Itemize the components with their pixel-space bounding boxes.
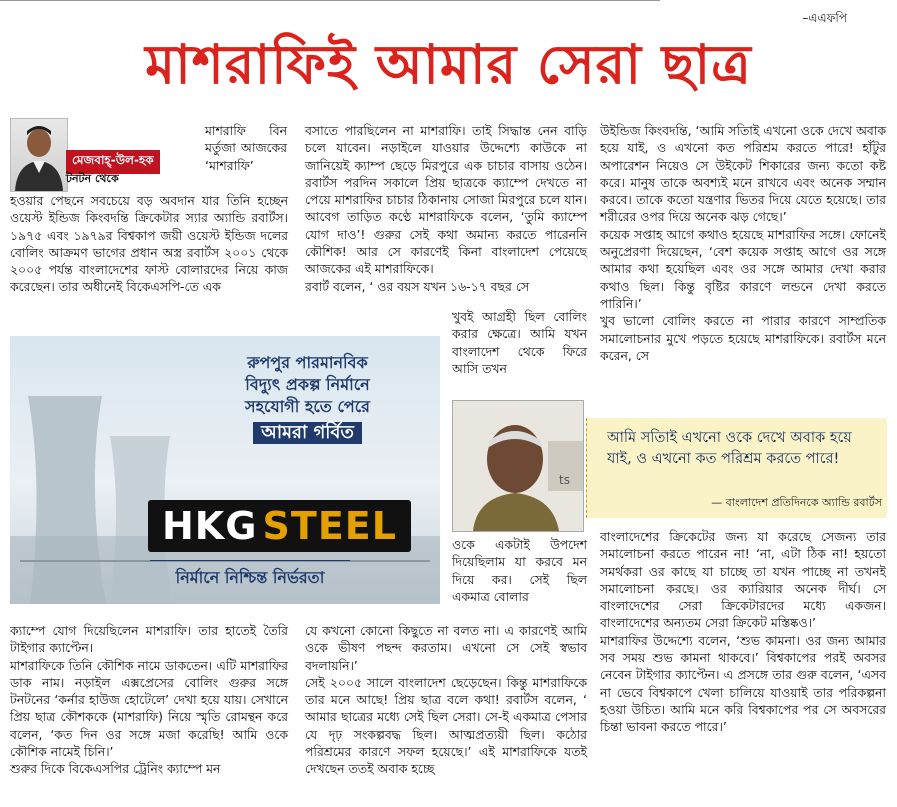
col1-bottom (10, 622, 288, 778)
logo-hkg: HKG (162, 504, 258, 548)
top-rule (0, 0, 660, 9)
pull-quote-text: আমি সতিাই এখনো ওকে দেখে অবাক হয়ে যাই, ও এখনো কত পরিশ্রম করতে পারে! (607, 430, 852, 467)
col2-lower-text: ওকে একটাই উপদেশ দিয়েছিলাম যা করবে মন দিয়ে কর। সেই ছিল একমাত্র বোলার (452, 537, 587, 604)
ad-line3: সহযোগী হতে পেরে (245, 397, 370, 416)
col1-top (10, 192, 288, 296)
ad-copy (200, 352, 415, 444)
col2-para: সেই ২০০৫ সালে বাংলাদেশ ছেড়েছেন। কিন্তু মাশরাফিকে তার মনে আছে! প্রিয় ছাত্র বলে কথা! রবার্টস বলেন, ‘ আমার ছাত্রের মধ্যে সেই ছিল সেরা। সে-ই একমাত্র পেসার যে দৃঢ় সংকল্পবদ্ধ ছিল। আত্মপ্রত্যয়ী ছিল। কঠোর পরিশ্রমের কারণে সফল হয়েছে।’ এই মাশরাফিকে যতই দেখছেন ততই অবাক হচ্ছে (305, 674, 587, 777)
author-name: মেজবাহ্-উল-হক (66, 150, 160, 174)
dateline: টনটন থেকে (66, 172, 119, 185)
roberts-photo (452, 400, 584, 532)
col2-top (305, 122, 587, 295)
col1-para: মাশরাফিকে তিনি কৌশিক নামে ডাকতেন। এটি মাশরাফির ডাক নাম। নড়াইল এক্সপ্রেসের বোলিং গুরুর সঙ্গে টনটনের ‘কর্নার হাউজ হোটেলে’ দেখা হয়ে যায়। সেখানে প্রিয় ছাত্র কৌশককে (মাশরাফি) নিয়ে স্মৃতি রোমন্থন করে বলেন, ‘কত দিন ওর সঙ্গে মজা করেছি! আমি ওকে কৌশিক নামেই চিনি।’ (10, 657, 288, 760)
col1-para: ক্যাম্পে যোগ দিয়েছিলেন মাশরাফি। তার হাতেই তৈরি টাইগার ক্যাপ্টেন। (10, 623, 288, 656)
col1-intro-text: মাশরাফি বিন মর্তুজা আজকের ‘মাশরাফি’ (205, 123, 287, 173)
hkg-steel-logo (148, 500, 411, 552)
col2-lower (452, 536, 587, 605)
col3-para: উইন্ডিজ কিংবদন্তি, ‘আমি সতিাই এখনো ওকে দেখে অবাক হয়ে যাই, ও এখনো কত পরিশ্রম করতে পারে! হাঁটুর অপারেশন নিয়েও সে উইকেট শিকারের জন্য কতো কষ্ট করে। মানুষ তাকে অবশ্যই মনে রাখবে এবং অনেক সম্মান করবে। তাকে কতো যন্ত্রণার ভিতর দিয়ে যেতে হয়েছে। তার শরীরের ওপর দিয়ে অনেক ঝড় গেছে।’ (600, 123, 886, 225)
col2-mid (452, 308, 587, 377)
col1-para: শুরুর দিকে বিকেএসপির ট্রেনিং ক্যাম্পে মন (10, 761, 221, 777)
author-photo (10, 118, 68, 192)
col3-para: কয়েক সপ্তাহ আগে কথাও হয়েছে মাশরাফির সঙ্গে। ফোনেই অনুপ্রেরণা দিয়েছেন, ‘বেশ কয়েক সপ্তাহ আগে ওর সঙ্গে আমার কথা হয়েছিল এবং ওর সঙ্গে আমার দেখা করার কথাও ছিল। কিন্তু বৃষ্টির কারণে লন্ডনে দেখা করতে পারিনি।’ (600, 226, 886, 311)
col3-bottom (600, 528, 886, 736)
col2-bottom (305, 622, 587, 778)
ad-highlight: আমরা গর্বিত (253, 422, 362, 444)
col3-para: মাশরাফির উদ্দেশ্যে বলেন, ‘শুভ কামনা। ওর জন্য আমার সব সময় শুভ কামনা থাকবে।’ বিশ্বকাপের পরই অবসর নেবেন টাইগার ক্যাপ্টেন। এ প্রসঙ্গে তার গুরু বলেন, ‘এসব না ভেবে বিশ্বকাপে খেলা চালিয়ে যাওয়াই তার পরিকল্পনা হওয়া উচিত। আমি মনে করি বিশ্বকাপের পর সে অবসরের চিন্তা ভাবনা করতে পারে।’ (600, 632, 886, 735)
col2-para: রবার্ট বলেন, ‘ ওর বয়স যখন ১৬-১৭ বছর সে (305, 278, 530, 294)
col1-top-text: হওয়ার পেছনে সবচেয়ে বড় অবদান যার তিনি হচ্ছেন ওয়েস্ট ইন্ডিজ কিংবদন্তি ক্রিকেটার স্যার অ্যান্ডি রবার্টস। ১৯৭৫ এবং ১৯৭৯র বিশ্বকাপ জয়ী ওয়েস্ট ইন্ডিজ দলের বোলিং আক্রমণ ভাগের প্রধান অস্ত্র রবার্টস ২০০১ থেকে ২০০৫ পর্যন্ত বাংলাদেশের ফাস্ট বোলারদের নিয়ে কাজ করেছেন। তার অধীনেই বিকেএসপি-তে এক (10, 193, 288, 295)
advertisement[interactable] (10, 336, 440, 604)
col3-para: খুব ভালো বোলিং করতে না পারার কারণে সাম্প্রতিক সমালোচনার মুখে পড়তে হয়েছে মাশরাফিকে। রবার্টস মনে করেন, সে (600, 313, 886, 363)
logo-steel: STEEL (262, 504, 397, 548)
ad-tagline: নির্মানে নিশ্চিন্ত নির্ভরতা (150, 560, 350, 592)
pull-quote-attribution: — বাংলাদেশ প্রতিদিনকে অ্যান্ডি রবার্টস (711, 496, 882, 509)
col1-intro (205, 122, 287, 174)
col2-para: যে কখনো কোনো কিছুতে না বলত না। এ কারণেই আমি ওকে ভীষণ পছন্দ করতাম। এখনো সে সেই স্বভাব বদলায়নি।’ (305, 623, 587, 673)
photo-credit: –এএফপি (802, 11, 847, 25)
col2-mid-text: খুবই আগ্রহী ছিল বোলিং করার ক্ষেত্রে। আমি যখন বাংলাদেশ থেকে ফিরে আসি তখন (452, 309, 587, 376)
col3-para: বাংলাদেশের ক্রিকেটের জন্য যা করেছে সেজন্য তার সমালোচনা করতে পারেন না! ‘না, এটা ঠিক না! হয়তো সমর্থকরা ওর কাছে যা চাচ্ছে তা যখন পাচ্ছে না তখনই সমালোচনা করছে। ওর ক্যারিয়ার অনেক দীর্ঘ। সে বাংলাদেশের সেরা ক্রিকেটারদের মধ্যে একজন। বাংলাদেশের অন্যতম সেরা ক্রিকেট মস্তিষ্কও।’ (600, 529, 886, 631)
photo-sign-text: ts (559, 473, 570, 487)
pull-quote (586, 418, 887, 518)
ad-line1: রুপপুর পারমানবিক (247, 353, 368, 372)
col3-top (600, 122, 886, 364)
headline: মাশরাফিই আমার সেরা ছাত্র (145, 33, 752, 96)
col2-para: বসাতে পারছিলেন না মাশরাফি। তাই সিদ্ধান্ত নেন বাড়ি চলে যাবেন। নড়াইলে যাওয়ার উদ্দেশ্যে কাউকে না জানিয়েই ক্যাম্প ছেড়ে মিরপুরে এক চাচার বাসায় ওঠেন। রবার্টস পরদিন সকালে প্রিয় ছাত্রকে ক্যাম্পে দেখতে না পেয়ে মাশরাফির চাচার ঠিকানায় সোজা মিরপুরে চলে যান। আবেগ তাড়িত কণ্ঠে মাশরাফিকে বলেন, ‘তুমি ক্যাম্পে যোগ দাও’! গুরুর সেই কথা অমান্য করতে পারেননি কৌশিক! আর সে কারণেই কিনা বাংলাদেশ পেয়েছে আজকের এই মাশরাফিকে। (305, 123, 587, 277)
ad-line2: বিদ্যুৎ প্রকল্প নির্মানে (245, 375, 370, 394)
